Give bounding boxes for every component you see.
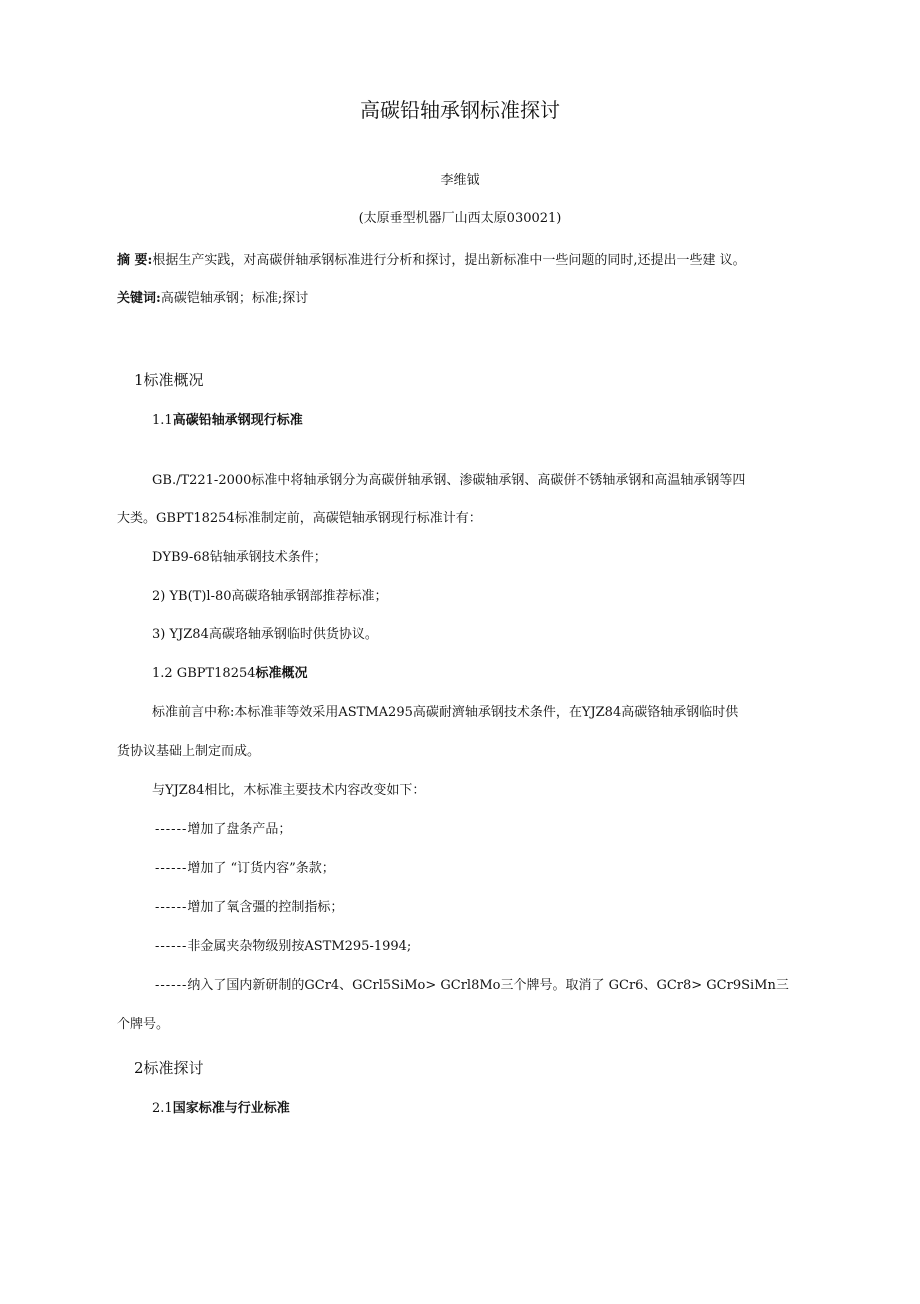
list-item: 3) YJZ84高碳珞轴承钢临时供货协议。 [152, 627, 378, 642]
list-item [155, 821, 291, 839]
abstract-label: 摘 要: [117, 253, 153, 268]
subsection-1-1-heading [152, 412, 303, 430]
subsection-title: 国家标准与行业标准 [172, 1101, 290, 1116]
dash-marker: ------ [155, 861, 188, 876]
author-name: 李维钺 [440, 173, 480, 188]
dash-marker: ------ [155, 900, 188, 915]
list-item: 2) YB(T)l-80高碳珞轴承钢部推荐标准； [152, 589, 388, 604]
paragraph-text: 与YJZ84相比，木标准主要技术内容改变如下： [152, 783, 426, 798]
paragraph-text: 标准前言中称:本标准菲等效采用ASTMA295高碳耐濟轴承钢技术条件，在YJZ84高碳铬轴承钢临时供 [152, 705, 739, 720]
document-title: 高碳铅轴承钢标准探讨 [360, 98, 560, 122]
keywords-text: 高碳铠轴承钢；标准;探讨 [160, 291, 309, 306]
subsection-title: 高碳铅轴承钢现行标准 [172, 413, 303, 428]
list-item-text: 纳入了国内新研制的GCr4、GCrl5SiMo> GCrl8Mo三个牌号。取消了 GCr6、GCr8> GCr9SiMn三 [187, 978, 789, 993]
paragraph-text: 大类。GBPT18254标准制定前，高碳铠轴承钢现行标准计有： [117, 511, 482, 526]
paragraph-text: 货协议基础上制定而成。 [117, 744, 261, 759]
abstract-text: 根据生产实践，对高碳併轴承钢标准进行分析和探讨，提出新标准中一些问题的同时,还提出一些建 议。 [152, 253, 746, 268]
dash-marker: ------ [155, 978, 188, 993]
subsection-title: 标准概况 [255, 666, 308, 681]
subsection-number: 1.2 GBPT18254 [152, 666, 256, 681]
list-item-text: 增加了氧含彊的控制指标； [187, 900, 344, 915]
author-affiliation: (太原垂型机器厂山西太原030021) [358, 211, 562, 226]
dash-marker: ------ [155, 939, 188, 954]
list-item-text: 增加了 “订货内容”条款； [187, 861, 335, 876]
list-item [155, 938, 411, 956]
list-item [155, 860, 335, 878]
list-item: DYB9-68钻轴承钢技术条件； [152, 550, 327, 565]
section-1-heading: 1标准概况 [134, 371, 204, 389]
subsection-2-1-heading [152, 1100, 290, 1118]
paragraph-text: 个牌号。 [117, 1017, 170, 1032]
abstract [117, 252, 746, 270]
dash-marker: ------ [155, 822, 188, 837]
section-2-heading: 2标准探讨 [134, 1059, 204, 1077]
keywords-label: 关键词: [117, 291, 161, 306]
list-item-text: 增加了盘条产品； [187, 822, 292, 837]
subsection-number: 1.1 [152, 413, 173, 428]
list-item [155, 899, 343, 917]
list-item [155, 977, 789, 995]
list-item-text: 非金属夹杂物级别按ASTM295-1994; [187, 939, 412, 954]
subsection-number: 2.1 [152, 1101, 173, 1116]
paragraph-text: GB./T221-2000标准中将轴承钢分为高碳併轴承钢、渗碳轴承钢、高碳併不锈轴承钢和高温轴承钢等四 [152, 473, 746, 488]
keywords [117, 290, 308, 308]
subsection-1-2-heading [152, 665, 308, 683]
